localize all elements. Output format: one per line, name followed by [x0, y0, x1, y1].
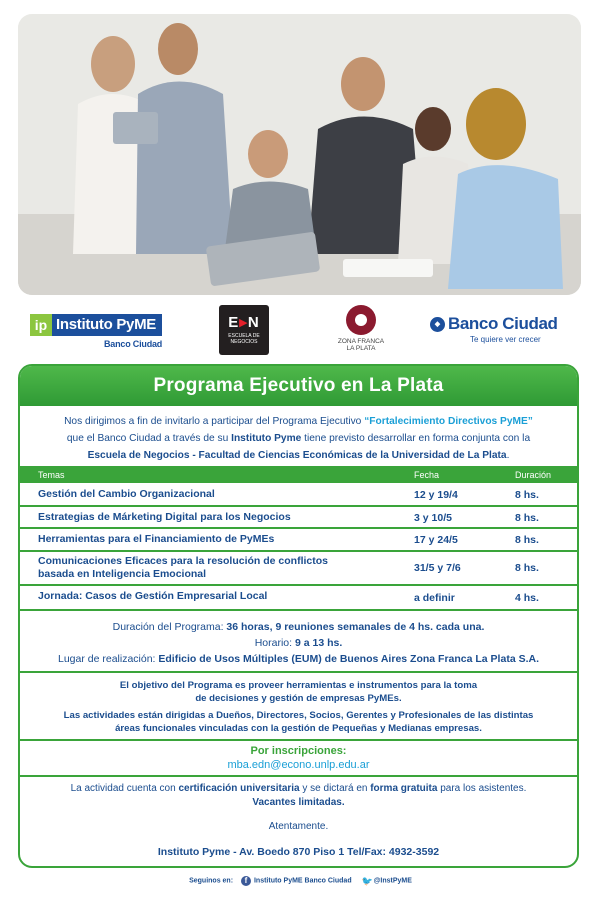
table-row	[20, 529, 577, 552]
banco-ciudad-name: Banco Ciudad	[448, 314, 558, 333]
row-date: 17 y 24/5	[414, 534, 458, 546]
row-date: 12 y 19/4	[414, 489, 458, 501]
row-topic: Gestión del Cambio Organizacional	[38, 488, 215, 500]
intro-part3: tiene previsto desarrollar en forma conjunta con la	[301, 433, 531, 444]
program-card	[18, 364, 579, 868]
header-topic: Temas	[38, 470, 65, 480]
edn-logo-text: ESCUELA DE NEGOCIOS	[228, 333, 260, 345]
closing-section	[20, 777, 577, 859]
header-photo	[18, 14, 581, 295]
row-duration: 8 hs.	[515, 562, 539, 574]
contact-address: Instituto Pyme - Av. Boedo 870 Piso 1 Tel/Fax: 4932-3592	[157, 846, 440, 858]
banco-ciudad-tagline: Te quiere ver crecer	[470, 335, 541, 344]
program-name: “Fortalecimiento Directivos PyME”	[364, 416, 533, 427]
row-topic-line2: basada en Inteligencia Emocional	[38, 568, 207, 580]
sponsor-logos	[18, 302, 581, 360]
row-date: 3 y 10/5	[414, 512, 452, 524]
table-row	[20, 586, 577, 611]
place-value: Edificio de Usos Múltiples (EUM) de Buenos Aires Zona Franca La Plata S.A.	[158, 653, 539, 665]
institute-name: Instituto Pyme	[231, 433, 302, 444]
table-header	[20, 466, 577, 483]
row-duration: 4 hs.	[515, 592, 539, 604]
twitter-link[interactable]: @InstPyME	[373, 877, 412, 885]
card-header	[20, 366, 577, 406]
intro-part2: que el Banco Ciudad a través de su	[66, 433, 232, 444]
banco-ciudad-logo	[430, 314, 558, 344]
schedule-table	[20, 466, 577, 611]
table-row	[20, 483, 577, 507]
program-info	[20, 611, 577, 673]
intro-part1: Nos dirigimos a fin de invitarlo a participar del Programa Ejecutivo	[64, 416, 365, 427]
objective-line2: de decisiones y gestión de empresas PyMEs.	[195, 693, 402, 704]
ip-badge-icon: ip	[30, 314, 52, 336]
registration-section	[20, 741, 577, 777]
facebook-icon[interactable]: f	[241, 876, 251, 886]
row-duration: 8 hs.	[515, 512, 539, 524]
row-duration: 8 hs.	[515, 489, 539, 501]
follow-label: Seguinos en:	[189, 877, 234, 885]
objective-line3: Las actividades están dirigidas a Dueños, Directores, Socios, Gerentes y Profesionales de las distintas	[63, 710, 534, 721]
twitter-icon[interactable]: 🐦	[361, 876, 373, 886]
facebook-link[interactable]: Instituto PyME Banco Ciudad	[253, 877, 352, 885]
intro-text	[20, 406, 577, 462]
zona-franca-line1: ZONA FRANCA	[337, 338, 385, 345]
closing-part3: para los asistentes.	[437, 783, 527, 794]
objective-section	[20, 673, 577, 741]
zona-franca-line2: LA PLATA	[346, 345, 376, 352]
registration-title: Por inscripciones:	[250, 745, 347, 757]
row-topic: Estrategias de Márketing Digital para los Negocios	[38, 511, 291, 523]
objective-line1: El objetivo del Programa es proveer herramientas e instrumentos para la toma	[119, 680, 478, 691]
program-title: Programa Ejecutivo en La Plata	[153, 375, 444, 396]
regards-text: Atentamente.	[268, 821, 329, 832]
row-date: 31/5 y 7/6	[414, 562, 461, 574]
instituto-pyme-logo	[30, 314, 162, 336]
header-date: Fecha	[414, 470, 440, 480]
limited-seats: Vacantes limitadas.	[252, 797, 345, 808]
registration-email-link[interactable]: mba.edn@econo.unlp.edu.ar	[227, 759, 370, 771]
row-topic: Herramientas para el Financiamiento de PyMEs	[38, 533, 275, 545]
edn-arrow-icon: ▸	[239, 314, 248, 331]
edn-letter-n: N	[247, 314, 260, 331]
team-meeting-illustration	[18, 14, 581, 295]
schedule-value: 9 a 13 hs.	[294, 637, 343, 649]
row-date: a definir	[414, 592, 455, 604]
objective-line4: áreas funcionales vinculadas con la gestión de Pequeñas y Medianas empresas.	[115, 723, 482, 734]
duration-label: Duración del Programa:	[112, 621, 227, 633]
zona-franca-icon	[346, 305, 376, 335]
table-row	[20, 552, 577, 586]
closing-part2: y se dictará en	[299, 783, 371, 794]
instituto-pyme-name: Instituto PyME	[52, 314, 162, 336]
zona-franca-logo	[334, 305, 388, 357]
social-footer	[0, 876, 601, 886]
banco-ciudad-icon: ◆	[430, 317, 445, 332]
header-duration: Duración	[515, 470, 552, 480]
edn-letter-e: E	[228, 314, 240, 331]
certification-text: certificación universitaria	[178, 783, 300, 794]
row-topic: Comunicaciones Eficaces para la resolución de conflictos	[38, 555, 329, 567]
closing-part1: La actividad cuenta con	[70, 783, 179, 794]
row-duration: 8 hs.	[515, 534, 539, 546]
free-text: forma gratuita	[370, 783, 438, 794]
edn-logo	[219, 305, 269, 355]
duration-value: 36 horas, 9 reuniones semanales de 4 hs. cada una.	[226, 621, 485, 633]
table-row	[20, 507, 577, 529]
intro-part4: .	[506, 450, 510, 461]
schedule-label: Horario:	[254, 637, 295, 649]
instituto-pyme-sub: Banco Ciudad	[104, 339, 163, 349]
school-name: Escuela de Negocios - Facultad de Ciencias Económicas de la Universidad de La Plata	[87, 450, 507, 461]
place-label: Lugar de realización:	[57, 653, 159, 665]
row-topic: Jornada: Casos de Gestión Empresarial Local	[38, 590, 268, 602]
